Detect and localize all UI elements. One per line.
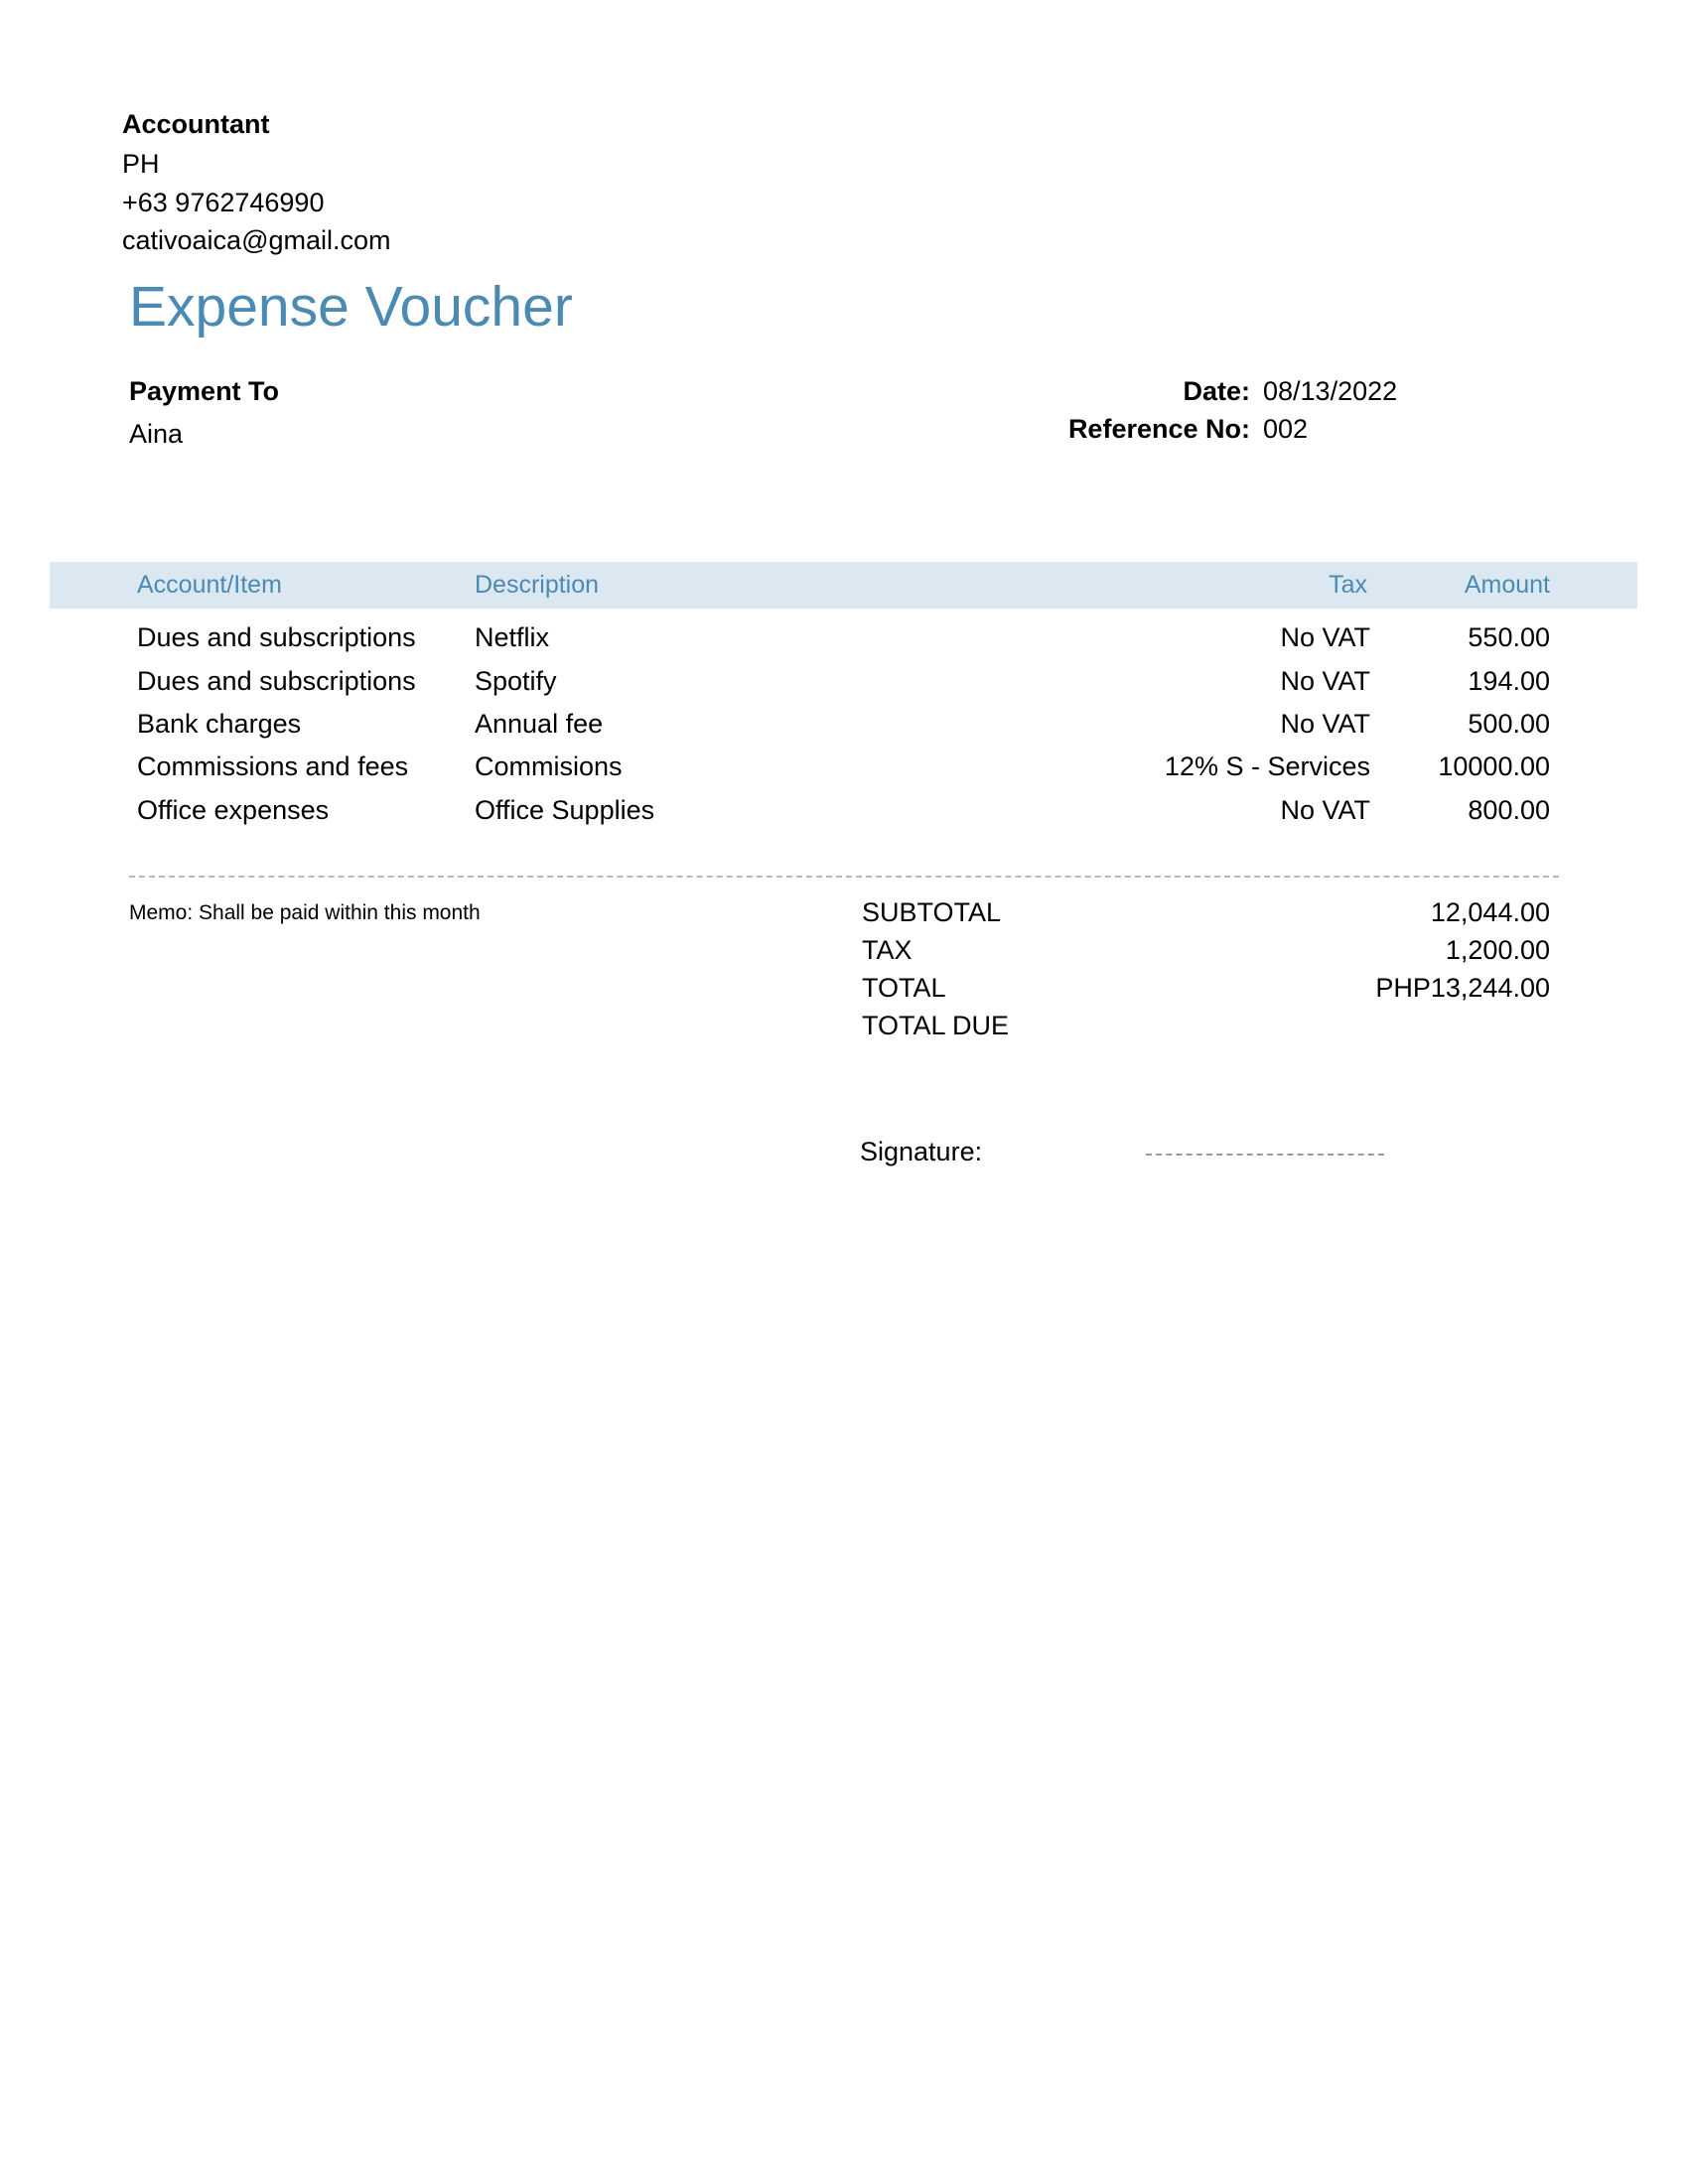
total-due-label: TOTAL DUE [862, 1011, 1010, 1040]
column-header-tax: Tax [1329, 571, 1367, 599]
table-cell-description: Office Supplies [475, 795, 655, 825]
column-header-account: Account/Item [137, 571, 282, 599]
table-cell-tax: No VAT [1280, 795, 1370, 825]
payment-to-value: Aina [129, 419, 184, 449]
table-cell-account: Commissions and fees [137, 751, 409, 781]
table-cell-description: Spotify [475, 666, 557, 696]
table-cell-tax: 12% S - Services [1164, 751, 1370, 781]
table-cell-tax: No VAT [1280, 622, 1370, 652]
table-cell-account: Office expenses [137, 795, 330, 825]
table-cell-tax: No VAT [1280, 709, 1370, 739]
company-country: PH [122, 149, 160, 179]
table-cell-description: Annual fee [475, 709, 604, 739]
column-header-amount: Amount [1464, 571, 1550, 599]
memo-text: Memo: Shall be paid within this month [129, 901, 481, 924]
total-label: TOTAL [862, 973, 946, 1003]
table-cell-account: Dues and subscriptions [137, 622, 416, 652]
table-cell-account: Dues and subscriptions [137, 666, 416, 696]
table-cell-amount: 500.00 [1468, 709, 1550, 739]
table-cell-amount: 800.00 [1468, 795, 1550, 825]
tax-label: TAX [862, 935, 913, 965]
date-value: 08/13/2022 [1263, 376, 1398, 406]
company-name: Accountant [122, 109, 270, 139]
reference-value: 002 [1263, 414, 1309, 444]
tax-value: 1,200.00 [1445, 935, 1550, 965]
table-cell-amount: 550.00 [1468, 622, 1550, 652]
table-cell-description: Commisions [475, 751, 623, 781]
payment-to-label: Payment To [129, 376, 280, 406]
reference-label: Reference No: [1067, 414, 1250, 444]
date-label: Date: [1183, 376, 1250, 406]
subtotal-label: SUBTOTAL [862, 897, 1002, 927]
table-cell-amount: 10000.00 [1438, 751, 1550, 781]
table-divider [129, 876, 1559, 878]
column-header-description: Description [475, 571, 600, 599]
table-cell-amount: 194.00 [1468, 666, 1550, 696]
company-email: cativoaica@gmail.com [122, 225, 391, 255]
table-cell-description: Netflix [475, 622, 550, 652]
subtotal-value: 12,044.00 [1430, 897, 1550, 927]
total-value: PHP13,244.00 [1375, 973, 1550, 1003]
table-cell-account: Bank charges [137, 709, 302, 739]
table-cell-tax: No VAT [1280, 666, 1370, 696]
document-title: Expense Voucher [129, 275, 573, 339]
signature-line [1146, 1154, 1384, 1156]
company-phone: +63 9762746990 [122, 188, 325, 217]
table-header-bar [50, 562, 1637, 609]
signature-label: Signature: [860, 1137, 983, 1166]
